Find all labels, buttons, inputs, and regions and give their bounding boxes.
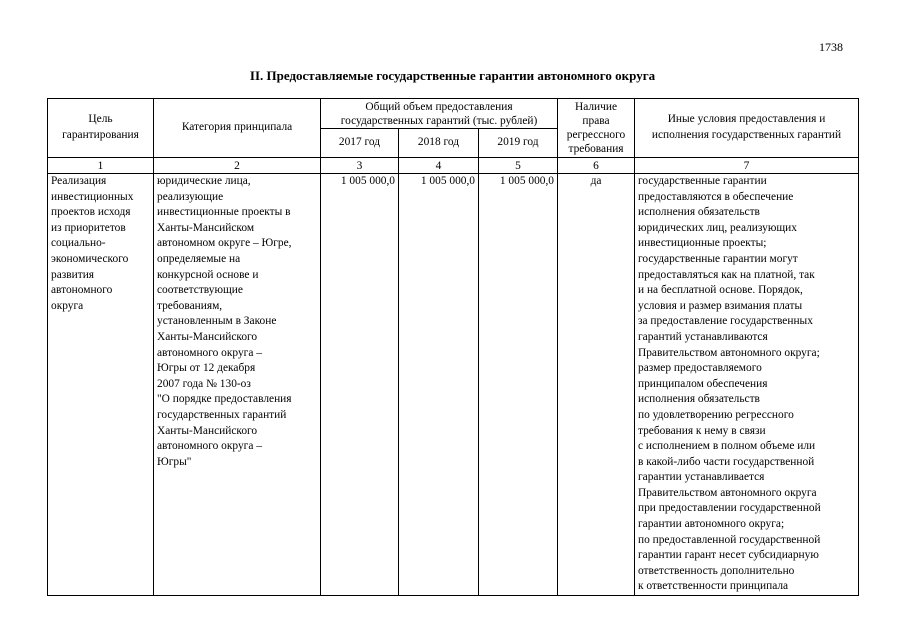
- column-number-row: [48, 158, 859, 174]
- cell-recourse: да: [558, 174, 635, 596]
- cell-year-2019: 1 005 000,0: [479, 174, 558, 596]
- cell-goal: Реализация инвестиционных проектов исходя из приоритетов социально- экономического развития автономного округа: [48, 174, 154, 596]
- cell-year-2017: 1 005 000,0: [321, 174, 399, 596]
- column-number: 7: [635, 158, 859, 174]
- column-number: 2: [154, 158, 321, 174]
- column-number: 6: [558, 158, 635, 174]
- column-number: 5: [479, 158, 558, 174]
- column-number: 3: [321, 158, 399, 174]
- header-other-conditions: Иные условия предоставления и исполнения государственных гарантий: [635, 99, 859, 158]
- header-row: [48, 99, 859, 129]
- header-year-2019: 2019 год: [479, 129, 558, 158]
- cell-year-2018: 1 005 000,0: [399, 174, 479, 596]
- table-row: [48, 174, 859, 596]
- column-number: 1: [48, 158, 154, 174]
- column-number: 4: [399, 158, 479, 174]
- header-total-volume: Общий объем предоставления государственных гарантий (тыс. рублей): [321, 99, 558, 129]
- header-year-2017: 2017 год: [321, 129, 399, 158]
- section-title: II. Предоставляемые государственные гарантии автономного округа: [249, 68, 656, 83]
- cell-other-conditions: государственные гарантии предоставляются в обеспечение исполнения обязательств юридических лиц, реализующих инвестиционные проекты; государственные гарантии могут предоставляться как на платной, так и на бесплатной основе. Порядок, условия и размер взимания платы за предоставление государственных гарантий устанавливаются Правительством автономного округа; размер предоставляемого принципалом обеспечения исполнения обязательств по удовлетворению регрессного требования к нему в связи с исполнением в полном объеме или в какой-либо части государственной гарантии устанавливается Правительством автономного округа при предоставлении государственной гарантии автономного округа; по предоставленной государственной гарантии гарант несет субсидиарную ответственность дополнительно к ответственности принципала: [635, 174, 859, 596]
- header-recourse: Наличие права регрессного требования: [558, 99, 635, 158]
- page-number: 1738: [819, 40, 843, 54]
- cell-category: юридические лица, реализующие инвестиционные проекты в Ханты-Мансийском автономном округе – Югре, определяемые на конкурсной основе и соответствующие требованиям, установленным в Законе Ханты-Мансийского автономного округа – Югры от 12 декабря 2007 года № 130-оз "О порядке предоставления государственных гарантий Ханты-Мансийского автономного округа – Югры": [154, 174, 321, 596]
- guarantees-table: [47, 98, 859, 596]
- header-goal: Цель гарантирования: [48, 99, 154, 158]
- header-year-2018: 2018 год: [399, 129, 479, 158]
- header-category: Категория принципала: [154, 99, 321, 158]
